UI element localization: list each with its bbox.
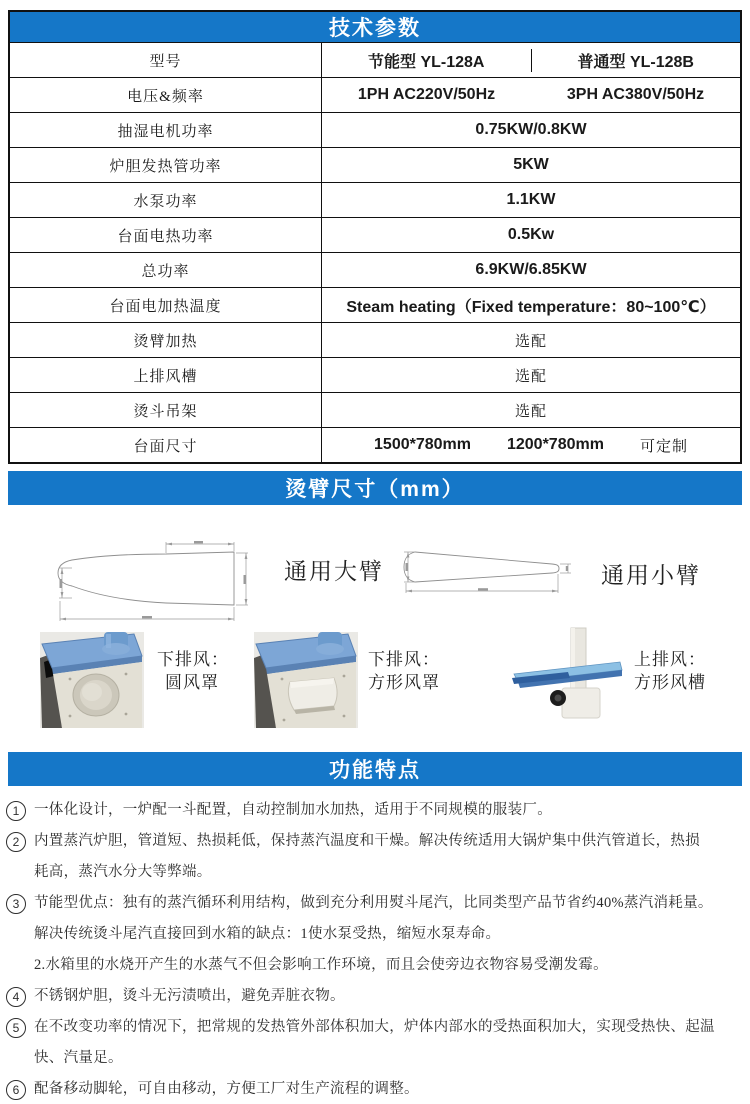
table-row [10,42,740,77]
voltage-a-value: 1PH AC220V/50Hz [357,86,496,103]
feature-number: 1 [6,801,26,821]
row-label: 总功率 [10,253,322,287]
row-label: 型号 [10,43,322,77]
small-arm-drawing [402,547,584,597]
row-label: 台面电热功率 [10,218,322,252]
features-header [8,752,742,786]
table-row [10,147,740,182]
up-exhaust-duct-photo [508,626,626,728]
table-row [10,112,740,147]
feature-item [6,1012,744,1074]
tech-parameters-table [8,10,742,464]
feature-text: 耗高，蒸汽水分大等弊端。 [34,864,212,880]
table-row [10,252,740,287]
row-value: 0.5Kw [507,226,555,243]
table-row [10,357,740,392]
feature-item [6,1074,744,1104]
label-line-1: 下排风： [157,650,229,669]
feature-text: 节能型优点：独有的蒸汽循环利用结构，做到充分利用熨斗尾汽，比同类型产品节省约40%蒸汽消耗量。 [34,895,713,911]
label-line-2: 方形风槽 [634,673,706,692]
label-line-2: 方形风罩 [368,673,440,692]
row-value: 0.75KW/0.8KW [475,121,587,138]
feature-text: 快、汽量足。 [34,1050,123,1066]
size-2-value: 1200*780mm [506,436,604,453]
feature-number: 5 [6,1018,26,1038]
label-line-1: 上排风： [634,650,706,669]
row-label: 抽湿电机功率 [10,113,322,147]
small-arm-label: 通用小臂 [601,563,701,588]
feature-text: 解决传统烫斗尾汽直接回到水箱的缺点：1使水泵受热，缩短水泵寿命。 [34,926,501,942]
row-label: 台面尺寸 [10,428,322,462]
down-exhaust-square-photo [254,632,358,728]
size-1-value: 1500*780mm [374,436,471,453]
feature-text: 配备移动脚轮，可自由移动，方便工厂对生产流程的调整。 [34,1081,419,1097]
feature-number: 2 [6,832,26,852]
large-arm-drawing [56,541,260,625]
feature-number: 4 [6,987,26,1007]
table-row [10,427,740,462]
down-exhaust-round-label [157,648,229,694]
row-label: 水泵功率 [10,183,322,217]
row-label: 烫臂加热 [10,323,322,357]
table-row [10,392,740,427]
table-row [10,217,740,252]
row-value: 选配 [514,368,547,385]
feature-text: 内置蒸汽炉胆，管道短、热损耗低，保持蒸汽温度和干燥。解决传统适用大锅炉集中供汽管道长，热损 [34,833,700,849]
tech-parameters-title: 技术参数 [329,17,421,40]
label-line-1: 下排风： [368,650,440,669]
down-exhaust-square-label [368,648,440,694]
up-exhaust-duct-label [634,648,706,694]
dimension-text-mark [194,541,203,543]
table-row [10,322,740,357]
feature-text: 不锈钢炉胆，烫斗无污渍喷出，避免弄脏衣物。 [34,988,345,1004]
feature-text: 一体化设计，一炉配一斗配置，自动控制加水加热，适用于不同规模的服装厂。 [34,802,552,818]
arm-size-title: 烫臂尺寸（mm） [285,478,465,501]
row-label: 上排风槽 [10,358,322,392]
row-label: 炉胆发热管功率 [10,148,322,182]
row-label: 台面电加热温度 [10,288,322,322]
row-value: 5KW [513,156,549,173]
row-value: 选配 [514,403,547,420]
feature-list [6,795,744,1104]
feature-number: 6 [6,1080,26,1100]
row-value: 1.1KW [506,191,556,208]
customizable-note: 可定制 [639,438,688,455]
row-label: 电压&频率 [10,78,322,112]
tech-parameters-header [10,12,740,42]
model-b-value: 普通型 YL-128B [577,53,694,71]
model-a-value: 节能型 YL-128A [322,49,532,72]
row-label: 烫斗吊架 [10,393,322,427]
label-line-2: 圆风罩 [165,673,219,692]
feature-number: 3 [6,894,26,914]
arm-size-header [8,471,742,505]
feature-text: 在不改变功率的情况下，把常规的发热管外部体积加大，炉体内部水的受热面积加大，实现受热快、起温 [34,1019,715,1035]
table-row [10,77,740,112]
feature-text: 2.水箱里的水烧开产生的水蒸气不但会影响工作环境，而且会使旁边衣物容易受潮发霉。 [34,957,608,973]
voltage-b-value: 3PH AC380V/50Hz [566,86,705,103]
row-value: 选配 [514,333,547,350]
down-exhaust-round-photo [40,632,144,728]
row-value: 6.9KW/6.85KW [475,261,587,278]
feature-item [6,981,744,1012]
table-row [10,287,740,322]
feature-item [6,795,744,826]
large-arm-label: 通用大臂 [284,559,384,584]
feature-item [6,826,744,888]
feature-item [6,888,744,981]
row-value: Steam heating（Fixed temperature：80~100℃） [346,298,716,316]
table-row [10,182,740,217]
features-title: 功能特点 [329,759,421,782]
